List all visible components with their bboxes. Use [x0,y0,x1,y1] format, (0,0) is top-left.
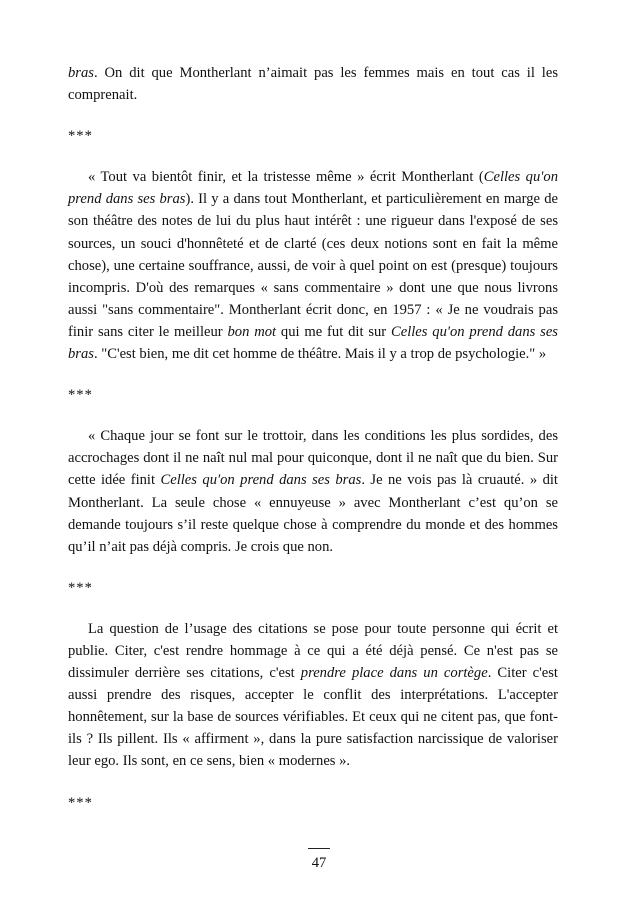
text-segment: « Tout va bientôt finir, et la tristesse même » écrit Montherlant ( [88,169,484,186]
italic-segment: Celles qu'on prend dans ses bras [68,169,558,208]
section-separator-1: *** [68,128,93,145]
text-segment: La question de l’usage des citations se pose pour toute personne qui écrit et publie. Citer, c'est rendre hommage à ce qui a été déjà pensé. Ce n'est pas se dissimuler derrière ses citations, c'est [68,620,558,682]
paragraph-3 [68,618,558,773]
text-segment: ). Il y a dans tout Montherlant, et particulièrement en marge de son théâtre des notes de lui du plus haut intérêt : une rigueur dans l'exposé de ses sources, un souci d'honnêteté et de clarté (ces deux notions sont en fait la même chose), une certaine souffrance, aussi, de voir à quel point on est (presque) toujours incompris. D'où des remarques « sans commentaire » dont une que nous livrons aussi "sans commentaire". Montherlant écrit donc, en 1957 : « Je ne voudrais pas finir sans citer le meilleur [68,191,558,340]
text-segment: . Citer c'est aussi prendre des risques, accepter le conflit des interprétations. L'accepter honnêtement, sur la base de sources vérifiables. Et ceux qui ne citent pas, que font-ils ? Ils pillent. Ils « affirment », dans la pure satisfaction narcissique de valoriser leur ego. Ils sont, en ce sens, bien « modernes ». [68,665,558,770]
italic-segment: Celles qu'on prend dans ses bras [68,323,558,363]
paragraph-0 [68,62,558,106]
paragraph-2 [68,425,558,558]
text-segment: qui me fut dit sur [276,323,391,340]
text-segment: « Chaque jour se font sur le trottoir, dans les conditions les plus sordides, des accrochages dont il ne naît nul mal pour quiconque, dont il ne naît que du bien. Sur cette idée finit [68,428,558,489]
page-number: 47 [311,855,327,871]
footer-rule [308,848,330,849]
paragraph-1 [68,166,558,365]
italic-segment: Celles qu'on prend dans ses bras [160,472,362,489]
text-segment: . Je ne vois pas là cruauté. » dit Montherlant. La seule chose « ennuyeuse » avec Montherlant c’est qu’on se demande toujours s’il reste quelque chose à comprendre du monde et des hommes qu’il n’ait pas déjà compris. Je crois que non. [68,472,558,555]
page-body [68,62,558,833]
page-footer [0,848,638,872]
text-segment: . "C'est bien, me dit cet homme de théâtre. Mais il y a trop de psychologie." » [93,346,547,363]
section-separator-2: *** [68,387,93,404]
italic-segment: prendre place dans un cortège [300,665,488,682]
italic-segment: bras [68,65,94,81]
section-separator-4: *** [68,794,93,811]
section-separator-3: *** [68,579,93,596]
italic-segment: bon mot [227,323,277,340]
text-segment: . On dit que Montherlant n’aimait pas les femmes mais en tout cas il les comprenait. [68,65,558,104]
